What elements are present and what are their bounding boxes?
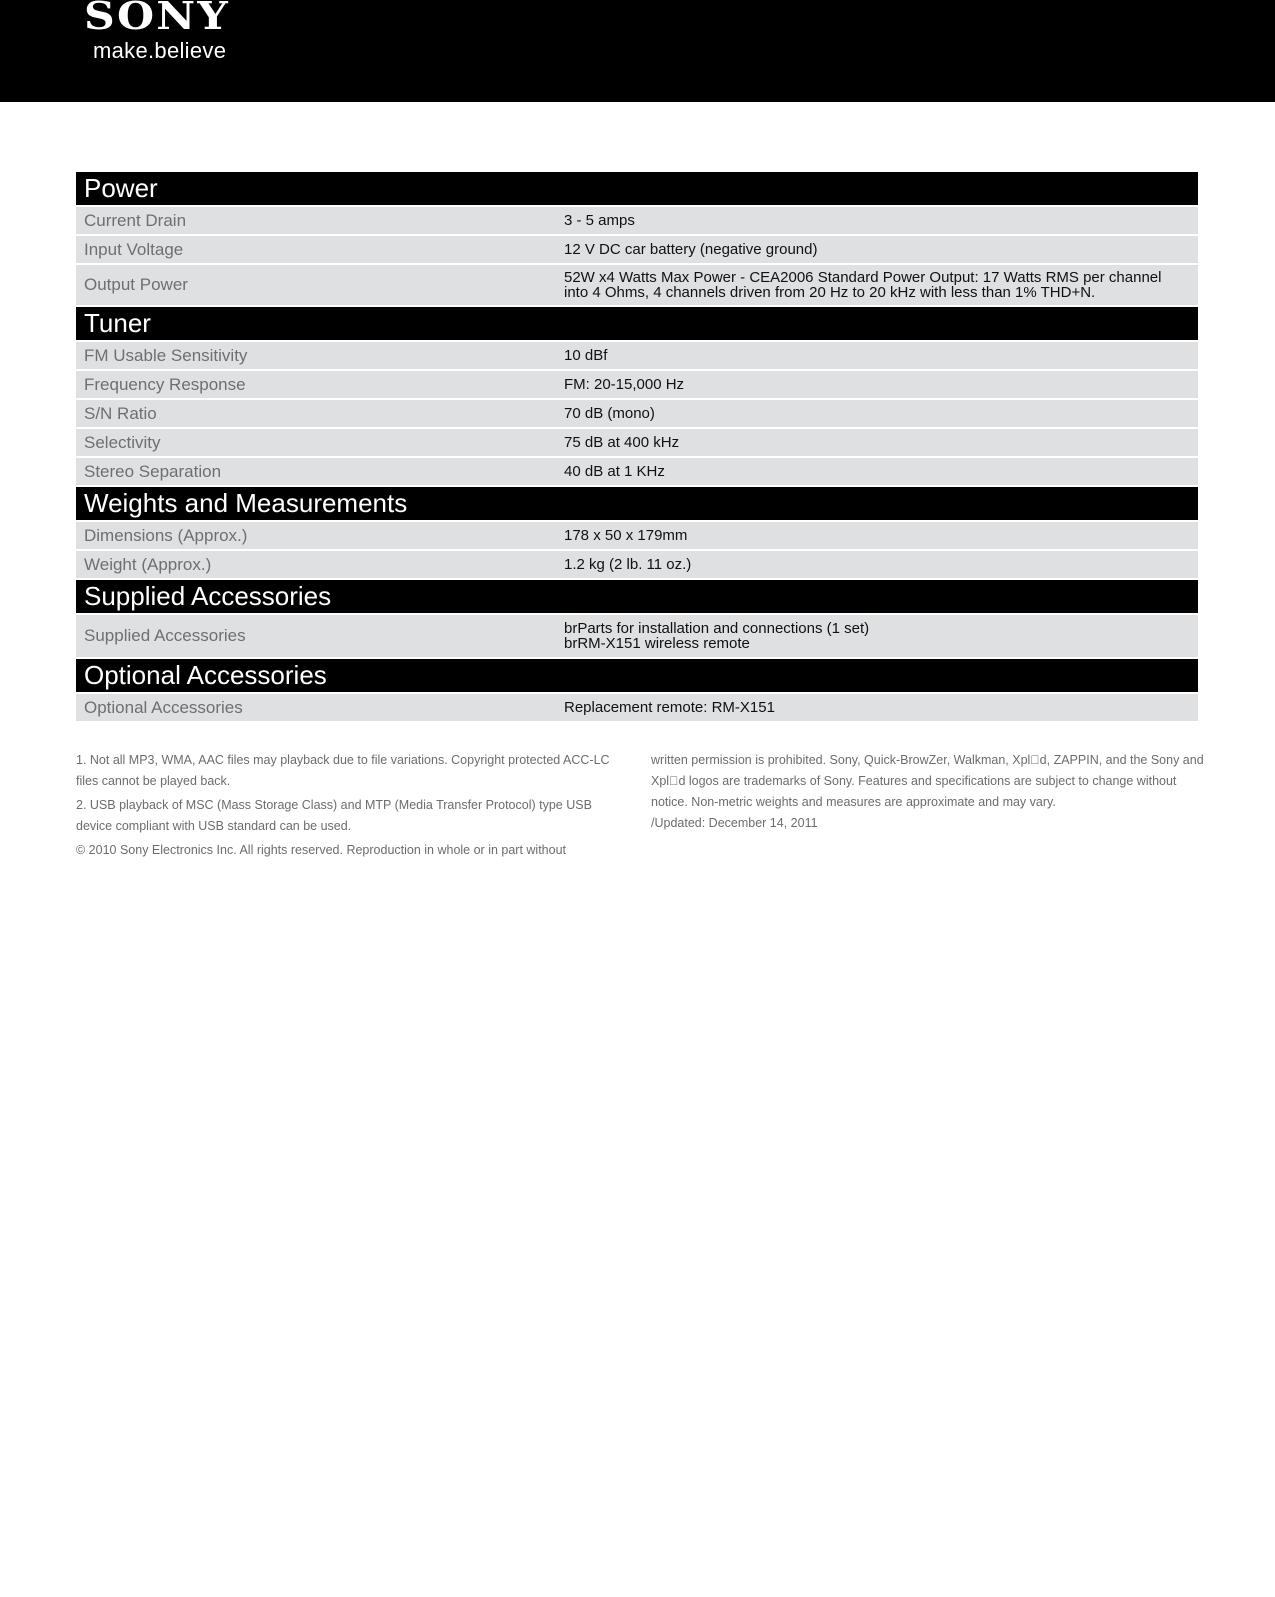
spec-label: S/N Ratio — [84, 403, 157, 423]
footnote-2: 2. USB playback of MSC (Mass Storage Class) and MTP (Media Transfer Protocol) type USB device compliant with USB standard can be used. — [76, 798, 592, 833]
spec-row — [76, 342, 1198, 369]
spec-value — [564, 621, 1198, 651]
spec-value: 70 dB (mono) — [564, 405, 655, 422]
updated-date: /Updated: December 14, 2011 — [651, 816, 818, 830]
spec-row — [76, 694, 1198, 721]
header-bar — [0, 0, 1275, 102]
section-title-weights: Weights and Measurements — [76, 487, 1198, 520]
spec-value: 40 dB at 1 KHz — [564, 463, 665, 480]
footnotes-right — [651, 750, 1206, 834]
spec-value: 75 dB at 400 kHz — [564, 434, 680, 451]
section-title-tuner: Tuner — [76, 307, 1198, 340]
spec-label: Input Voltage — [84, 239, 184, 259]
spec-label: Optional Accessories — [84, 697, 243, 717]
spec-label: Selectivity — [84, 432, 161, 452]
spec-label: Dimensions (Approx.) — [84, 525, 248, 545]
spec-value: 178 x 50 x 179mm — [564, 527, 688, 544]
spec-row — [76, 458, 1198, 485]
copyright-continued: written permission is prohibited. Sony, Quick-BrowZer, Walkman, Xpl d, ZAPPIN, and the Sony and Xpl d logos are trademarks of Sony. Features and specifications are subject to change without notice. Non-metric weights and measures are approximate and may vary. — [651, 753, 1204, 809]
spec-label: Current Drain — [84, 210, 187, 230]
spec-value: 1.2 kg (2 lb. 11 oz.) — [564, 556, 692, 573]
spec-value — [564, 270, 1198, 300]
tagline: make.believe — [93, 38, 227, 63]
spec-row — [76, 551, 1198, 578]
spec-value: Replacement remote: RM-X151 — [564, 699, 775, 716]
sony-logo: SONY — [84, 0, 231, 38]
spec-value-line: brRM-X151 wireless remote — [564, 635, 750, 652]
spec-row — [76, 371, 1198, 398]
spec-label: Frequency Response — [84, 374, 246, 394]
spec-label: Weight (Approx.) — [84, 554, 212, 574]
spec-label: Supplied Accessories — [84, 626, 246, 645]
spec-row — [76, 429, 1198, 456]
spec-row — [76, 615, 1198, 657]
spec-row — [76, 400, 1198, 427]
spec-value: 3 - 5 amps — [564, 212, 635, 229]
spec-value-line: 52W x4 Watts Max Power - CEA2006 Standard Power Output: 17 Watts RMS per channel — [564, 269, 1162, 286]
spec-row — [76, 522, 1198, 549]
footnote-1: 1. Not all MP3, WMA, AAC files may playback due to file variations. Copyright protected ACC-LC files cannot be played back. — [76, 753, 610, 788]
section-title-optional: Optional Accessories — [76, 659, 1198, 692]
spec-label: Stereo Separation — [84, 461, 222, 481]
spec-row — [76, 236, 1198, 263]
spec-row — [76, 265, 1198, 305]
spec-value: FM: 20-15,000 Hz — [564, 376, 685, 393]
section-title-power: Power — [76, 172, 1198, 205]
spec-label: FM Usable Sensitivity — [84, 345, 248, 365]
footnotes-left — [76, 750, 621, 864]
section-title-supplied: Supplied Accessories — [76, 580, 1198, 613]
spec-value-line: into 4 Ohms, 4 channels driven from 20 Hz to 20 kHz with less than 1% THD+N. — [564, 284, 1096, 301]
copyright-text: © 2010 Sony Electronics Inc. All rights reserved. Reproduction in whole or in part without — [76, 843, 567, 857]
spec-table — [76, 172, 1198, 723]
spec-value: 10 dBf — [564, 347, 608, 364]
spec-value-line: brParts for installation and connections (1 set) — [564, 620, 870, 637]
spec-label: Output Power — [84, 275, 188, 294]
spec-value: 12 V DC car battery (negative ground) — [564, 241, 818, 258]
spec-row — [76, 207, 1198, 234]
